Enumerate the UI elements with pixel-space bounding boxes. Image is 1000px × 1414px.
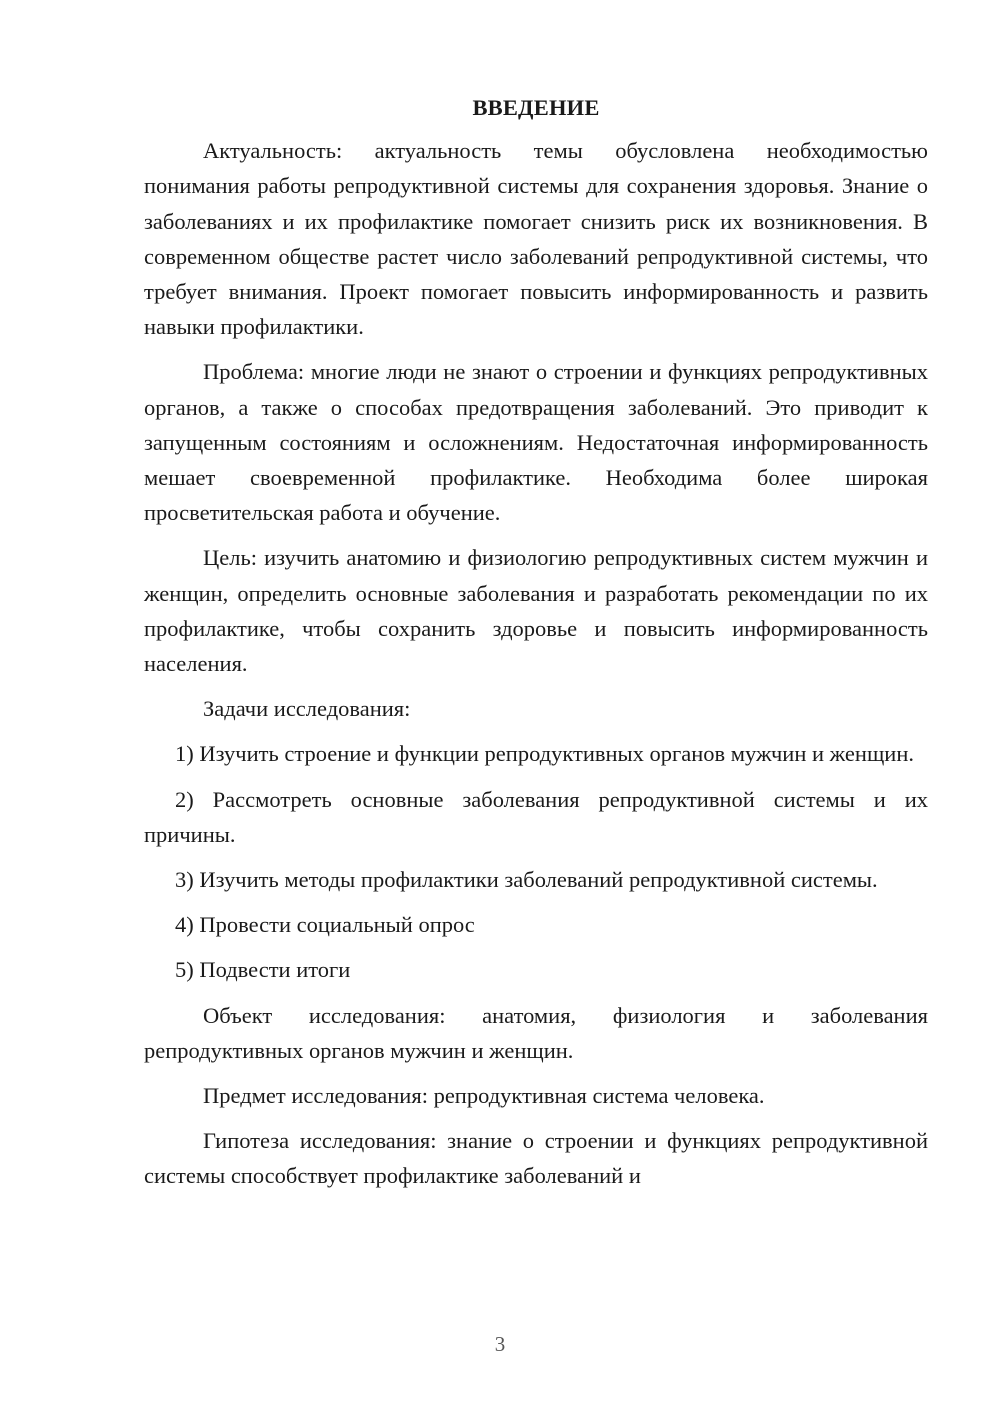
- hypothesis-paragraph: Гипотеза исследования: знание о строении и функциях репродуктивной системы способствует профилактике заболеваний и: [144, 1128, 928, 1189]
- task-item-3: 3) Изучить методы профилактики заболеваний репродуктивной системы.: [175, 867, 878, 893]
- task-item-4: 4) Провести социальный опрос: [175, 912, 475, 938]
- subject-paragraph: Предмет исследования: репродуктивная система человека.: [203, 1083, 765, 1109]
- goal-paragraph: Цель: изучить анатомию и физиологию репродуктивных систем мужчин и женщин, определить основные заболевания и разработать рекомендации по их профилактике, чтобы сохранить здоровье и повысить информированность населения.: [144, 545, 928, 677]
- relevance-paragraph: Актуальность: актуальность темы обусловлена необходимостью понимания работы репродуктивной системы для сохранения здоровья. Знание о заболеваниях и их профилактике помогает снизить риск их возникновения. В современном обществе растет число заболеваний репродуктивной системы, что требует внимания. Проект помогает повысить информированность и развить навыки профилактики.: [144, 138, 928, 340]
- section-title: ВВЕДЕНИЕ: [472, 95, 600, 120]
- task-item-1: 1) Изучить строение и функции репродуктивных органов мужчин и женщин.: [175, 741, 914, 767]
- task-item-5: 5) Подвести итоги: [175, 957, 351, 983]
- problem-paragraph: Проблема: многие люди не знают о строении и функциях репродуктивных органов, а также о способах предотвращения заболеваний. Это приводит к запущенным состояниям и осложнениям. Недостаточная информированность мешает своевременной профилактике. Необходима более широкая просветительская работа и обучение.: [144, 359, 928, 526]
- tasks-heading: Задачи исследования:: [203, 696, 411, 722]
- task-item-2: 2) Рассмотреть основные заболевания репродуктивной системы и их причины.: [144, 786, 928, 847]
- document-page: [144, 90, 928, 1204]
- page-number: 3: [494, 1332, 506, 1356]
- object-paragraph: Объект исследования: анатомия, физиология и заболевания репродуктивных органов мужчин и женщин.: [144, 1002, 928, 1063]
